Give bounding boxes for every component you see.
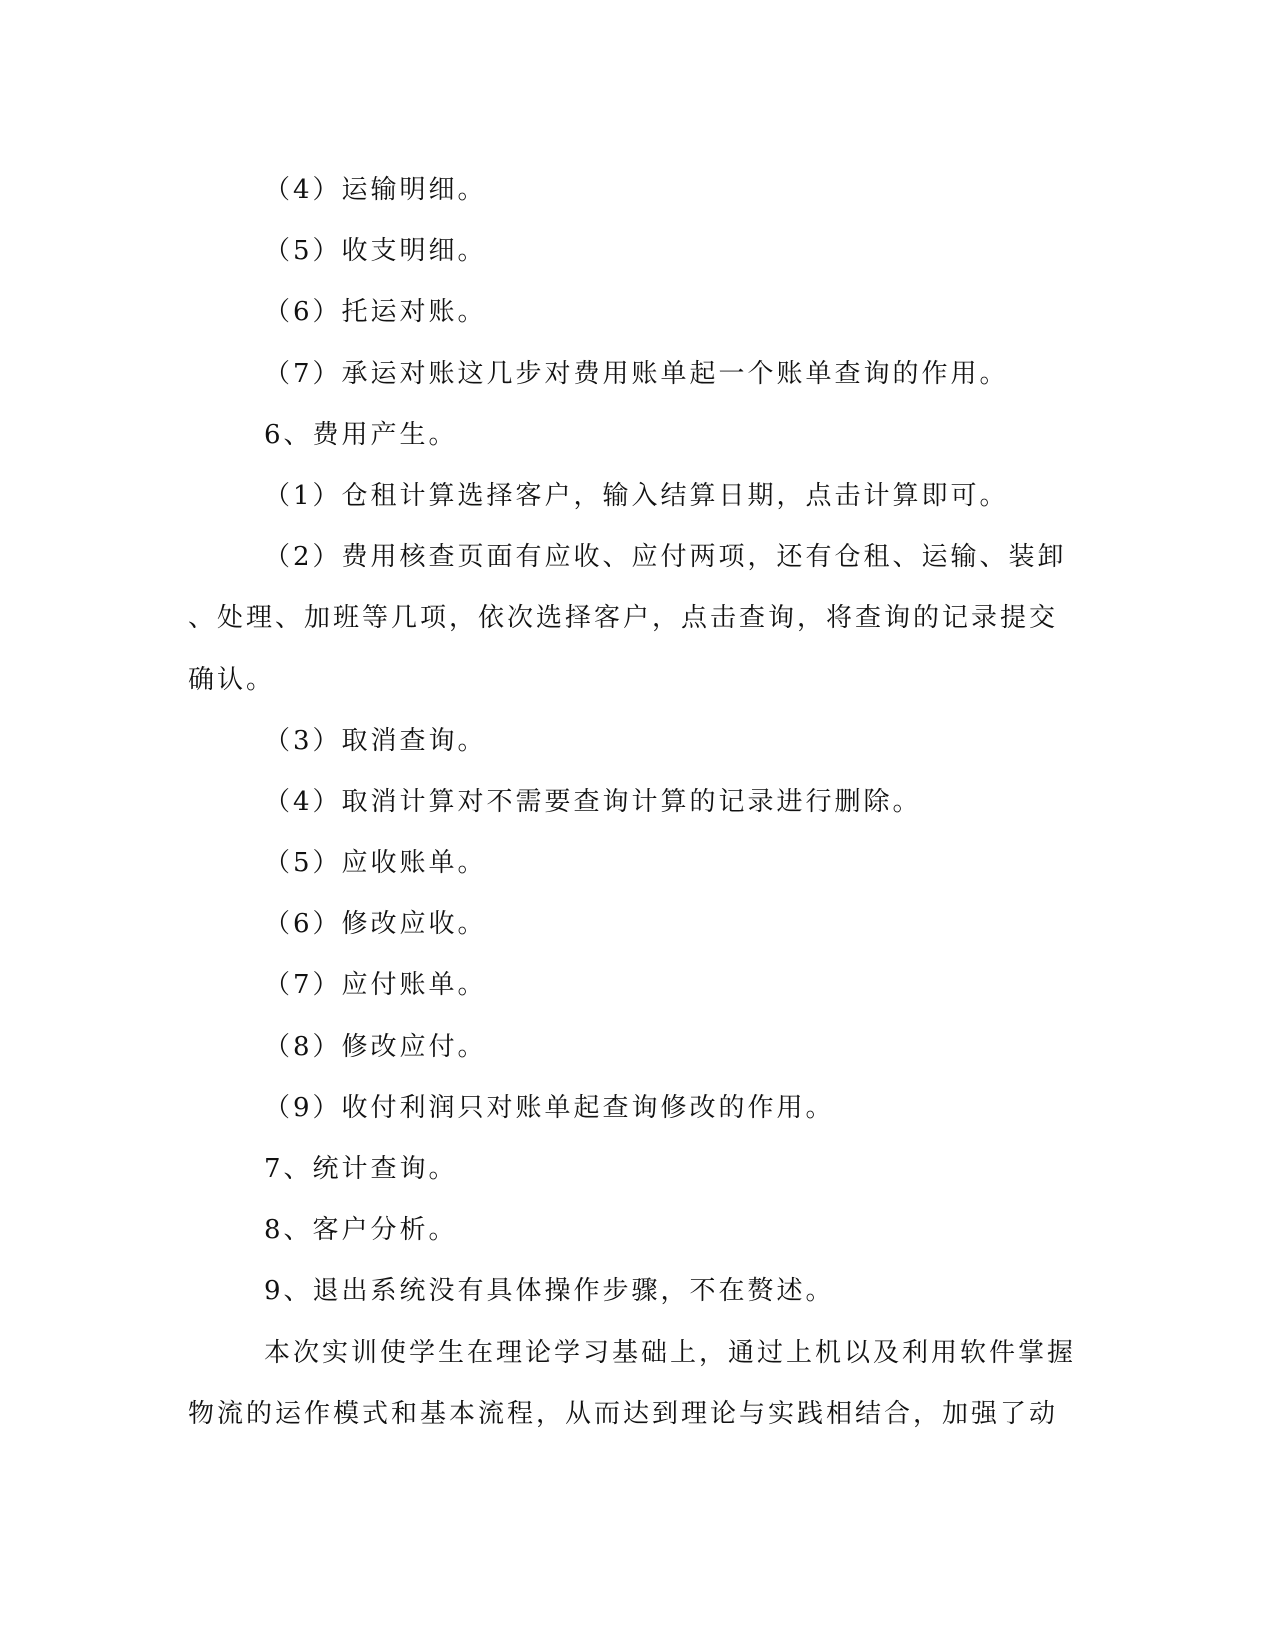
section-heading: 8、客户分析。 [264, 1215, 458, 1246]
text-line: 确认。 [188, 664, 276, 695]
text-line: （7）应付账单。 [264, 970, 487, 1001]
text-line: （5）收支明细。 [264, 236, 487, 267]
text-line: （2）费用核查页面有应收、应付两项，还有仓租、运输、装卸 [264, 542, 1067, 573]
paragraph-line: 本次实训使学生在理论学习基础上，通过上机以及利用软件掌握 [264, 1337, 1077, 1368]
text-line: （4）取消计算对不需要查询计算的记录进行删除。 [264, 786, 922, 817]
text-line: （4）运输明细。 [264, 175, 487, 205]
text-line: （9）收付利润只对账单起查询修改的作用。 [264, 1092, 835, 1123]
section-heading: 6、费用产生。 [264, 419, 458, 450]
text-line: 、处理、加班等几项，依次选择客户，点击查询，将查询的记录提交 [188, 603, 1059, 634]
text-line: （5）应收账单。 [264, 848, 487, 879]
section-heading: 7、统计查询。 [264, 1154, 458, 1184]
text-line: （1）仓租计算选择客户，输入结算日期，点击计算即可。 [264, 480, 1009, 511]
text-line: （6）托运对账。 [264, 297, 487, 328]
section-heading: 9、退出系统没有具体操作步骤，不在赘述。 [264, 1276, 835, 1307]
paragraph-line: 物流的运作模式和基本流程，从而达到理论与实践相结合，加强了动 [188, 1398, 1059, 1429]
text-line: （3）取消查询。 [264, 725, 487, 756]
text-line: （8）修改应付。 [264, 1031, 487, 1062]
text-line: （6）修改应收。 [264, 909, 487, 940]
text-line: （7）承运对账这几步对费用账单起一个账单查询的作用。 [264, 358, 1009, 389]
document-body [188, 160, 1078, 1445]
